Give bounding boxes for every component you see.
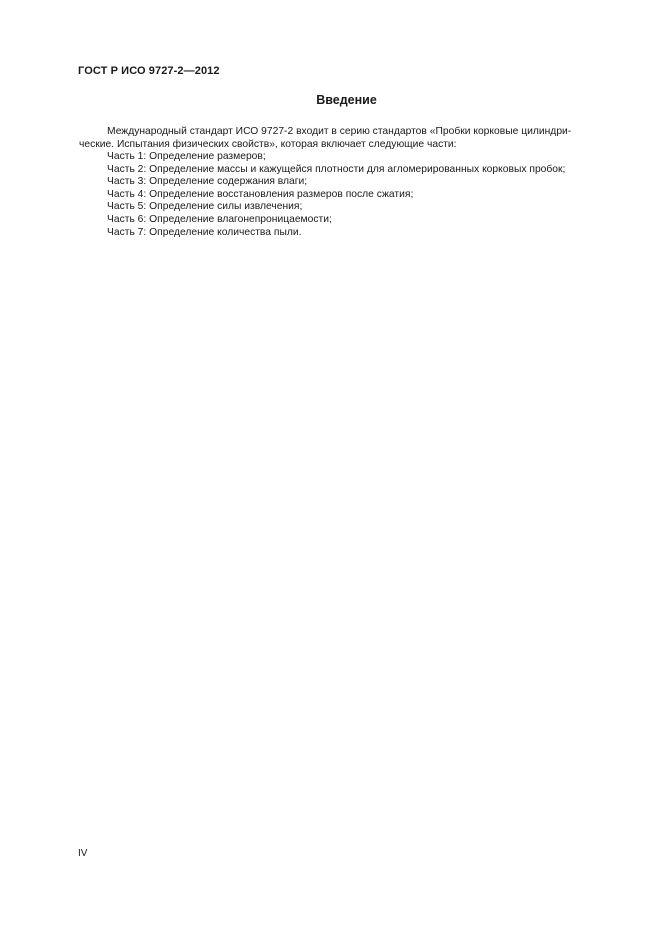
part-item-2: Часть 2: Определение массы и кажущейся плотности для агломерированных корковых пробок;	[107, 163, 566, 175]
part-item-3: Часть 3: Определение содержания влаги;	[107, 176, 308, 188]
section-title-text: Введение	[316, 93, 377, 107]
part-item-4: Часть 4: Определение восстановления размеров после сжатия;	[107, 188, 414, 200]
document-code-header: ГОСТ Р ИСО 9727-2—2012	[78, 65, 220, 77]
parts-list	[107, 151, 565, 239]
part-item-7: Часть 7: Определение количества пыли.	[107, 226, 302, 238]
intro-line-2: ческие. Испытания физических свойств», которая включает следующие части:	[79, 138, 457, 150]
intro-paragraph	[79, 126, 601, 151]
intro-line-1: Международный стандарт ИСО 9727-2 входит в серию стандартов «Пробки корковые цилиндри-	[107, 126, 572, 137]
page-number: IV	[78, 848, 88, 859]
section-title	[0, 93, 661, 107]
part-item-1: Часть 1: Определение размеров;	[107, 151, 266, 162]
part-item-6: Часть 6: Определение влагонепроницаемости;	[107, 213, 332, 225]
part-item-5: Часть 5: Определение силы извлечения;	[107, 201, 303, 213]
